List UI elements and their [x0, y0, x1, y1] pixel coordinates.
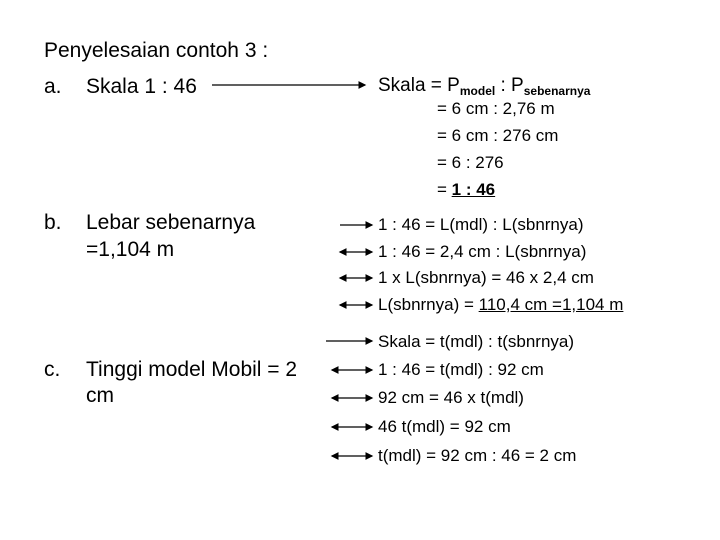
part-c-step-5: t(mdl) = 92 cm : 46 = 2 cm — [378, 446, 577, 465]
part-c-label-line1: Tinggi model Mobil = 2 — [86, 358, 298, 381]
part-b-letter: b. — [44, 211, 62, 234]
part-c-step-1: Skala = t(mdl) : t(sbnrnya) — [378, 332, 575, 351]
part-a-step-3: = 6 : 276 — [437, 153, 504, 172]
part-b-step-3: 1 x L(sbnrnya) = 46 x 2,4 cm — [378, 268, 594, 287]
part-b-label-line1: Lebar sebenarnya — [86, 211, 256, 234]
heading: Penyelesaian contoh 3 : — [44, 39, 269, 62]
part-b-step-2: 1 : 46 = 2,4 cm : L(sbnrnya) — [378, 242, 587, 261]
part-a-letter: a. — [44, 75, 62, 98]
part-c-step-3: 92 cm = 46 x t(mdl) — [378, 388, 524, 407]
part-a-step-1: = 6 cm : 2,76 m — [437, 99, 555, 118]
part-c-step-4: 46 t(mdl) = 92 cm — [378, 417, 511, 436]
part-c-label-line2: cm — [86, 384, 114, 407]
part-c-step-2: 1 : 46 = t(mdl) : 92 cm — [378, 360, 544, 379]
part-c-letter: c. — [44, 358, 61, 381]
part-a-formula: Skala = $P_{model}$ : $P_{sebenarnya}$ — [378, 75, 591, 98]
part-b-step-4: L(sbnrnya) = 110,4 cm =1,104 m — [378, 295, 624, 314]
part-a-step-2: = 6 cm : 276 cm — [437, 126, 559, 145]
part-a-label: Skala 1 : 46 — [86, 75, 197, 98]
part-b-step-1: 1 : 46 = L(mdl) : L(sbnrnya) — [378, 215, 584, 234]
part-b-label-line2: =1,104 m — [86, 238, 175, 261]
part-a-result: = 1 : 46 — [437, 180, 496, 199]
